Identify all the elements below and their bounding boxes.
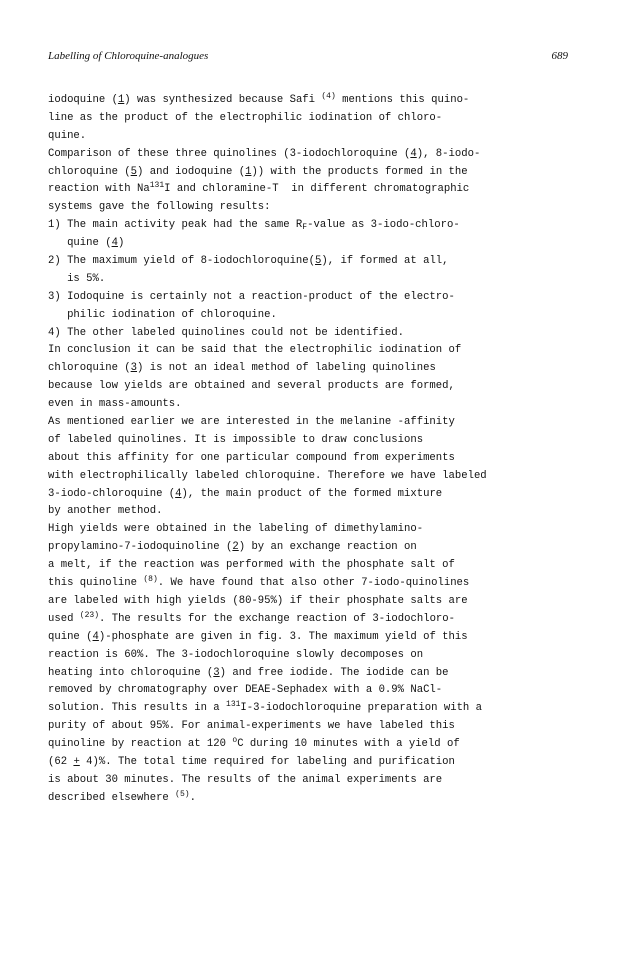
text-line [48, 92, 578, 110]
text-run: As mentioned earlier we are interested in the melanine -affinity [48, 416, 455, 429]
text-line [48, 396, 578, 414]
text-line [48, 593, 578, 611]
text-run: )-phosphate are given in fig. 3. The maximum yield of this [98, 630, 468, 643]
text-run: even in mass-amounts. [48, 398, 182, 411]
superscript: 131 [149, 181, 165, 191]
text-line [48, 378, 578, 396]
text-run: about this affinity for one particular compound from experiments [48, 451, 455, 464]
text-run: solution. This results in a [48, 702, 227, 715]
text-run: because low yields are obtained and several products are formed, [48, 380, 455, 393]
text-run: propylamino-7-iodoquinoline ( [48, 541, 233, 554]
text-line [48, 181, 578, 199]
text-line [48, 503, 578, 521]
superscript: (4) [321, 92, 336, 101]
text-line [48, 110, 578, 128]
text-line [48, 629, 578, 647]
text-run: reaction with Na [48, 183, 150, 196]
text-line [48, 682, 578, 700]
text-run: heating into chloroquine ( [48, 666, 214, 679]
text-line [48, 128, 578, 146]
text-run: are labeled with high yields (80-95%) if their phosphate salts are [48, 594, 468, 607]
text-run: ), 8-iodo- [416, 147, 481, 160]
text-run: quine ( [48, 237, 112, 250]
text-run: I-3-iodochloroquine preparation with a [240, 702, 482, 715]
text-run: -value as 3-iodo-chloro- [307, 219, 460, 232]
text-run: C during 10 minutes with a yield of [237, 738, 460, 751]
text-run: 1) The main activity peak had the same R [48, 219, 303, 232]
text-line [48, 235, 578, 253]
text-line [48, 307, 578, 325]
text-line [48, 146, 578, 164]
underlined-compound-number: 4 [175, 487, 182, 500]
text-run: ) is not an ideal method of labeling quinolines [137, 362, 436, 375]
text-line [48, 199, 578, 217]
superscript: (5) [175, 789, 190, 799]
text-line [48, 486, 578, 504]
superscript: o [232, 736, 238, 746]
text-line [48, 700, 578, 718]
text-run: this quinoline [48, 577, 144, 590]
text-line [48, 450, 578, 468]
text-run: philic iodination of chloroquine. [48, 308, 277, 321]
text-line [48, 325, 578, 343]
text-run: 4)%. The total time required for labeling and purification [79, 755, 455, 768]
text-run: with electrophilically labeled chloroquine. Therefore we have labeled [48, 469, 487, 482]
superscript: (8) [143, 575, 158, 585]
text-run: In conclusion it can be said that the electrophilic iodination of [48, 344, 462, 357]
text-line [48, 772, 578, 790]
text-run: mentions this quino- [335, 94, 470, 106]
text-run: ) by an exchange reaction on [238, 541, 417, 554]
text-line [48, 360, 578, 378]
text-run: . The results for the exchange reaction of 3-iodochloro- [99, 612, 456, 625]
underlined-compound-number: 1 [117, 94, 125, 106]
text-line [48, 164, 578, 182]
text-line [48, 468, 578, 486]
text-run: )) with the products formed in the [251, 165, 468, 178]
running-header [48, 50, 568, 66]
text-run: High yields were obtained in the labeling of dimethylamino- [48, 523, 424, 536]
text-line [48, 665, 578, 683]
text-line [48, 253, 578, 271]
text-run: . We have found that also other 7-iodo-quinolines [157, 577, 470, 590]
text-run: 3) Iodoquine is certainly not a reaction-product of the electro- [48, 290, 455, 303]
superscript: (23) [79, 610, 99, 620]
text-run: described elsewhere [48, 791, 176, 804]
text-run: quinoline by reaction at 120 [48, 738, 233, 751]
page-number: 689 [551, 50, 568, 62]
subscript: F [302, 223, 308, 233]
text-line [48, 647, 578, 665]
text-line [48, 575, 578, 593]
underlined-compound-number: 3 [213, 666, 220, 679]
text-run: chloroquine ( [48, 362, 131, 375]
text-line [48, 557, 578, 575]
text-run: (62 [48, 755, 74, 768]
text-run: is 5%. [48, 272, 106, 285]
text-run: ) and iodoquine ( [137, 165, 246, 178]
text-run: reaction is 60%. The 3-iodochloroquine slowly decomposes on [48, 648, 424, 661]
text-line [48, 790, 578, 808]
text-line [48, 432, 578, 450]
text-run: a melt, if the reaction was performed with the phosphate salt of [48, 559, 455, 572]
text-run: removed by chromatography over DEAE-Sephadex with a 0.9% NaCl- [48, 684, 443, 697]
text-line [48, 754, 578, 772]
text-run: purity of about 95%. For animal-experiments we have labeled this [48, 720, 455, 733]
text-run: line as the product of the electrophilic iodination of chloro- [48, 111, 443, 124]
text-run: . [189, 791, 196, 804]
text-run: of labeled quinolines. It is impossible to draw conclusions [48, 433, 424, 446]
underlined-compound-number: + [73, 755, 80, 768]
text-run: is about 30 minutes. The results of the animal experiments are [48, 773, 443, 786]
underlined-compound-number: 3 [130, 362, 138, 375]
text-run: ) was synthesized because Safi [124, 94, 322, 106]
text-line [48, 521, 578, 539]
underlined-compound-number: 2 [232, 541, 239, 554]
underlined-compound-number: 5 [315, 255, 322, 268]
text-line [48, 718, 578, 736]
superscript: 131 [226, 700, 241, 710]
text-line [48, 414, 578, 432]
text-run: Comparison of these three quinolines (3-iodochloroquine ( [48, 147, 411, 160]
text-run: ), the main product of the formed mixture [181, 487, 443, 500]
underlined-compound-number: 4 [111, 237, 118, 250]
text-run: ), if formed at all, [321, 255, 449, 268]
text-line [48, 342, 578, 360]
text-line [48, 611, 578, 629]
text-run: 3-iodo-chloroquine ( [48, 487, 176, 500]
text-run: ) [117, 237, 125, 250]
text-run: by another method. [48, 505, 163, 518]
text-run: chloroquine ( [48, 165, 131, 178]
text-run: I and chloramine-T in different chromatographic [164, 183, 470, 196]
text-run: 4) The other labeled quinolines could not be identified. [48, 326, 405, 339]
text-run: 2) The maximum yield of 8-iodochloroquine( [48, 255, 316, 268]
text-run: iodoquine ( [48, 94, 118, 106]
text-line [48, 736, 578, 754]
underlined-compound-number: 4 [410, 147, 417, 160]
text-line [48, 289, 578, 307]
underlined-compound-number: 4 [92, 630, 99, 643]
text-run: quine. [48, 129, 87, 142]
underlined-compound-number: 1 [245, 165, 252, 178]
text-run: systems gave the following results: [48, 201, 271, 214]
text-line [48, 539, 578, 557]
text-line [48, 271, 578, 289]
text-run: used [48, 612, 80, 625]
text-run: quine ( [48, 630, 93, 643]
underlined-compound-number: 5 [130, 165, 138, 178]
running-title: Labelling of Chloroquine-analogues [48, 50, 209, 62]
text-run: ) and free iodide. The iodide can be [219, 666, 449, 679]
text-line [48, 217, 578, 235]
body-text [48, 92, 578, 808]
